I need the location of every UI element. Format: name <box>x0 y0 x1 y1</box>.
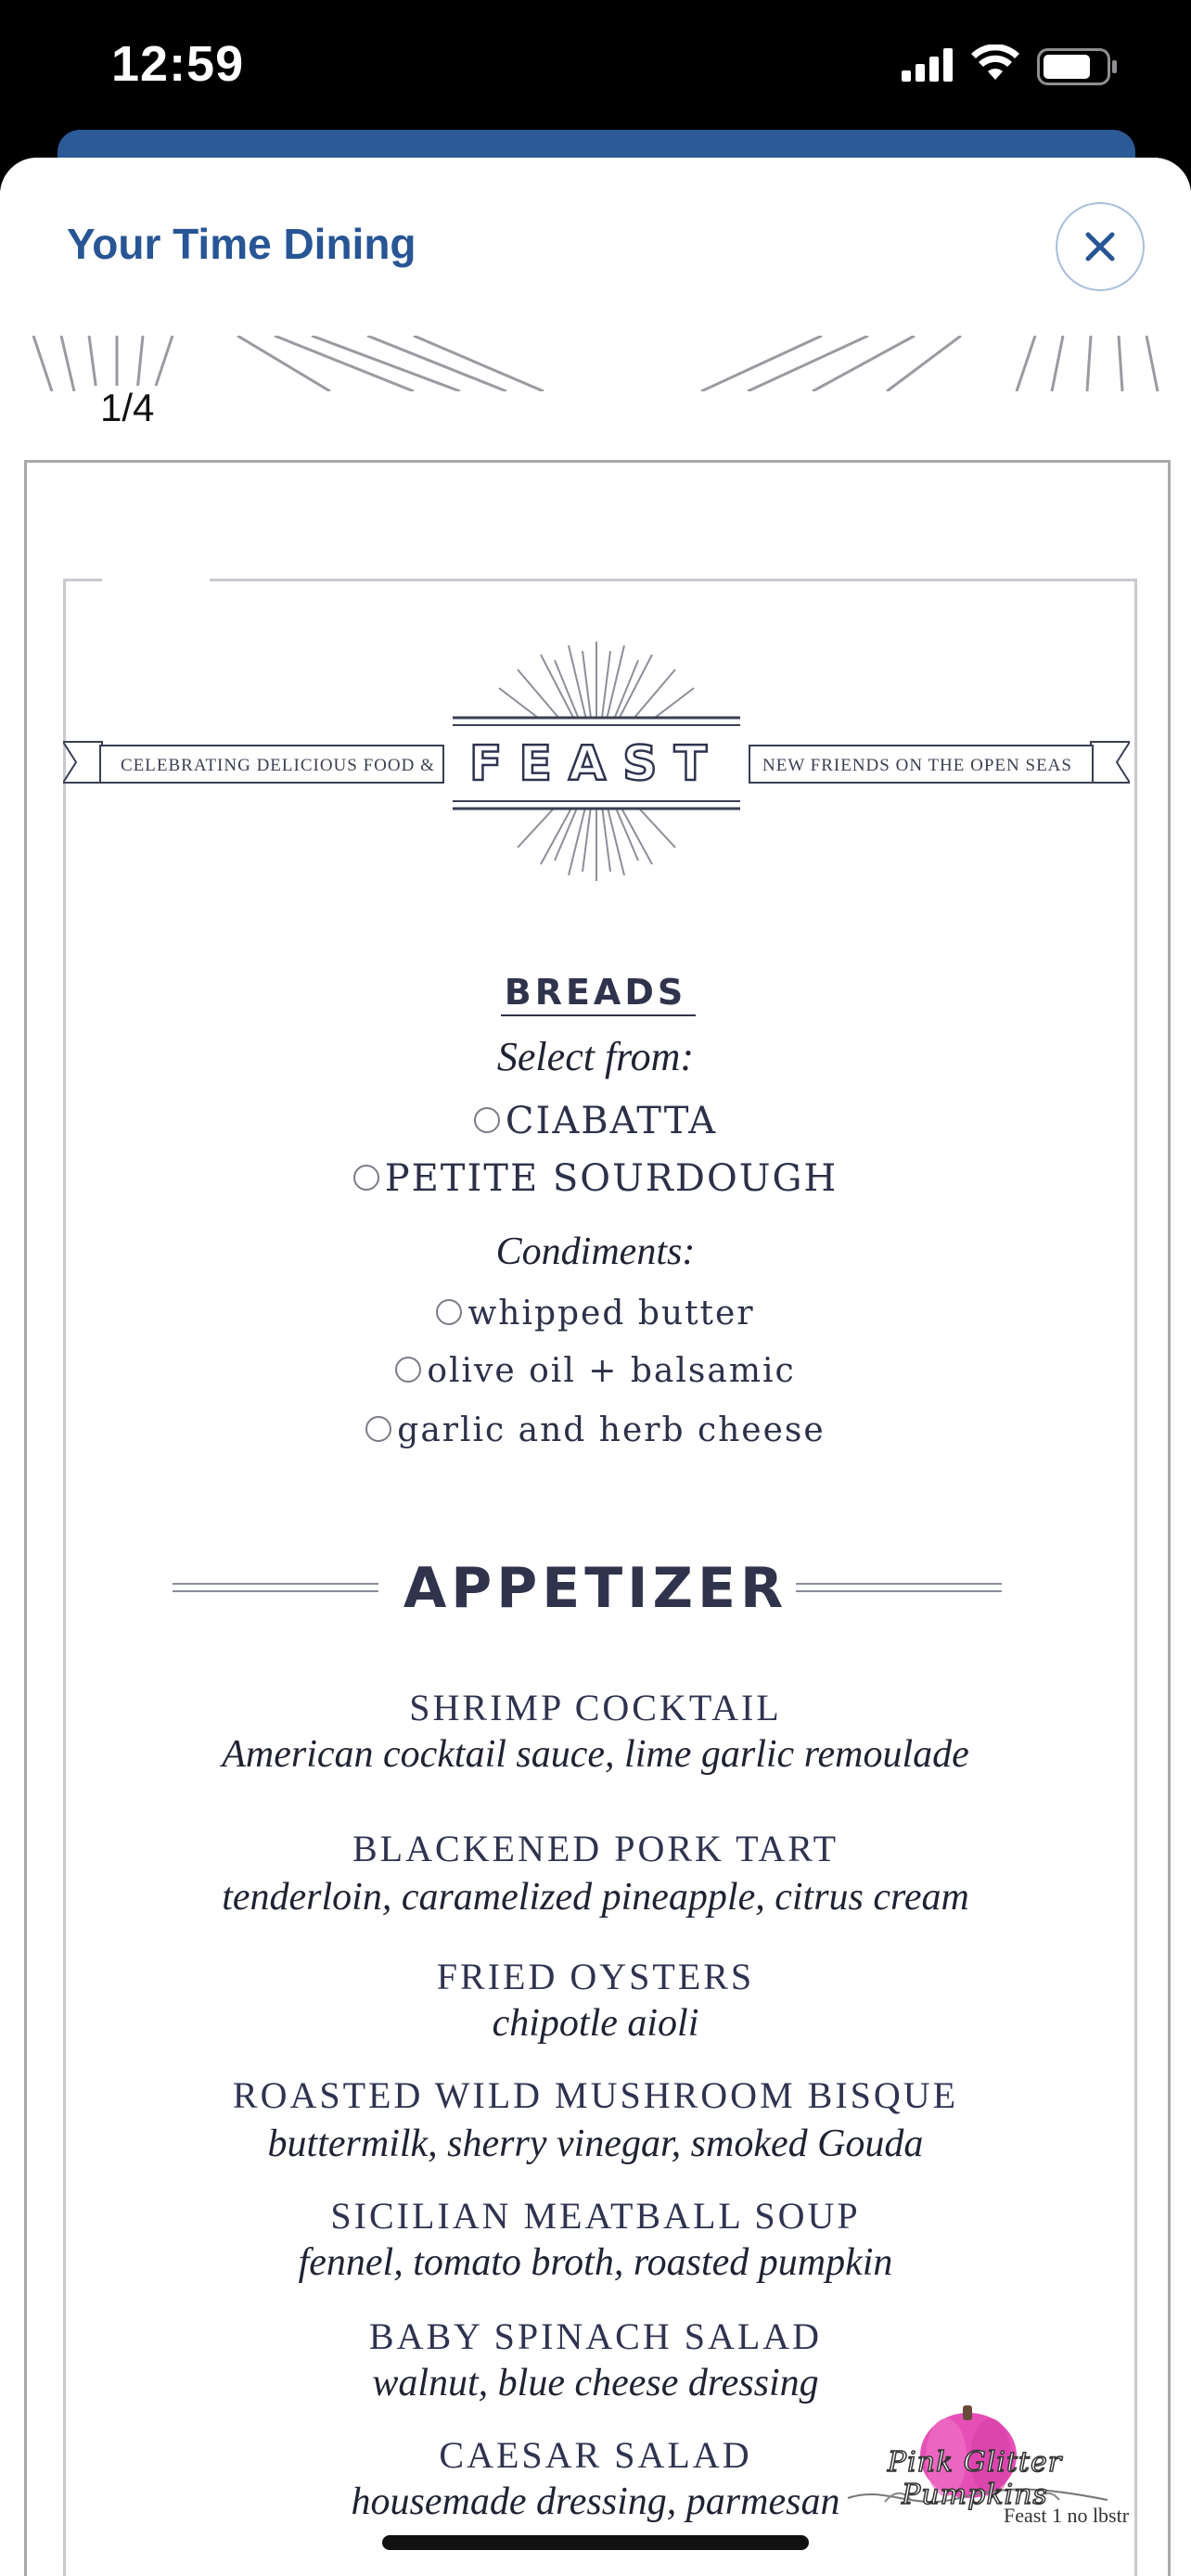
bread-option-row[interactable] <box>0 1100 1191 1142</box>
radio-button[interactable] <box>353 1165 379 1191</box>
breads-underline <box>501 1014 696 1016</box>
menu-item-description: walnut, blue cheese dressing <box>372 2362 819 2404</box>
condiment-option-row[interactable] <box>0 1352 1191 1390</box>
condiment-option-label: whipped butter <box>467 1294 755 1333</box>
appetizer-heading: APPETIZER <box>403 1556 788 1621</box>
condiment-option-row[interactable] <box>0 1294 1191 1333</box>
radio-button[interactable] <box>395 1357 421 1383</box>
breads-select-label: Select from: <box>496 1034 695 1079</box>
menu-item-description: buttermilk, sherry vinegar, smoked Gouda <box>267 2123 924 2165</box>
menu-item-description: tenderloin, caramelized pineapple, citrus cream <box>222 1876 969 1919</box>
sheet-title: Your Time Dining <box>67 220 416 268</box>
counter-background <box>102 567 210 586</box>
menu-item-name: ROASTED WILD MUSHROOM BISQUE <box>232 2074 959 2116</box>
menu-item-name: BABY SPINACH SALAD <box>368 2315 823 2357</box>
radio-button[interactable] <box>365 1416 391 1442</box>
menu-document-viewer[interactable] <box>0 336 1191 2576</box>
menu-item-description: fennel, tomato broth, roasted pumpkin <box>298 2241 893 2284</box>
menu-item-name: CAESAR SALAD <box>439 2434 752 2476</box>
condiments-label: Condiments: <box>495 1231 696 1273</box>
wifi-icon <box>970 45 1020 82</box>
battery-icon <box>1037 48 1119 85</box>
condiment-option-row[interactable] <box>0 1411 1191 1449</box>
bread-option-row[interactable] <box>0 1157 1191 1200</box>
breads-heading: BREADS <box>504 972 687 1013</box>
menu-item-description: housemade dressing, parmesan <box>351 2480 840 2523</box>
home-indicator[interactable] <box>382 2535 809 2550</box>
banner-title: FEAST <box>468 736 724 792</box>
menu-item-description: chipotle aioli <box>492 2002 699 2045</box>
watermark-text: Pink Glitter Pumpkins <box>887 2446 1063 2511</box>
menu-item-name: SICILIAN MEATBALL SOUP <box>330 2195 861 2237</box>
menu-item-name: FRIED OYSTERS <box>436 1956 755 1997</box>
bread-option-label: PETITE SOURDOUGH <box>384 1157 839 1200</box>
banner-left-text: CELEBRATING DELICIOUS FOOD & <box>121 756 435 775</box>
menu-item-name: BLACKENED PORK TART <box>352 1828 839 1869</box>
banner-right-text: NEW FRIENDS ON THE OPEN SEAS <box>762 756 1072 775</box>
status-bar <box>0 0 1191 139</box>
close-button[interactable] <box>1056 202 1145 291</box>
page-counter: 1/4 <box>95 386 160 430</box>
cellular-signal-icon <box>902 48 955 82</box>
bread-option-label: CIABATTA <box>505 1100 718 1142</box>
status-time: 12:59 <box>111 36 245 92</box>
decorative-rays-top <box>24 336 1167 391</box>
condiment-option-label: garlic and herb cheese <box>397 1411 826 1449</box>
close-icon <box>1083 230 1117 263</box>
sheet-header <box>0 158 1191 334</box>
menu-item-name: SHRIMP COCKTAIL <box>409 1687 782 1728</box>
dining-sheet <box>0 158 1191 2576</box>
condiment-option-label: olive oil + balsamic <box>427 1352 796 1390</box>
footer-note: Feast 1 no lbstr <box>1004 2504 1130 2527</box>
menu-item-description: American cocktail sauce, lime garlic remoulade <box>222 1733 969 1776</box>
radio-button[interactable] <box>474 1107 500 1133</box>
radio-button[interactable] <box>436 1299 462 1325</box>
